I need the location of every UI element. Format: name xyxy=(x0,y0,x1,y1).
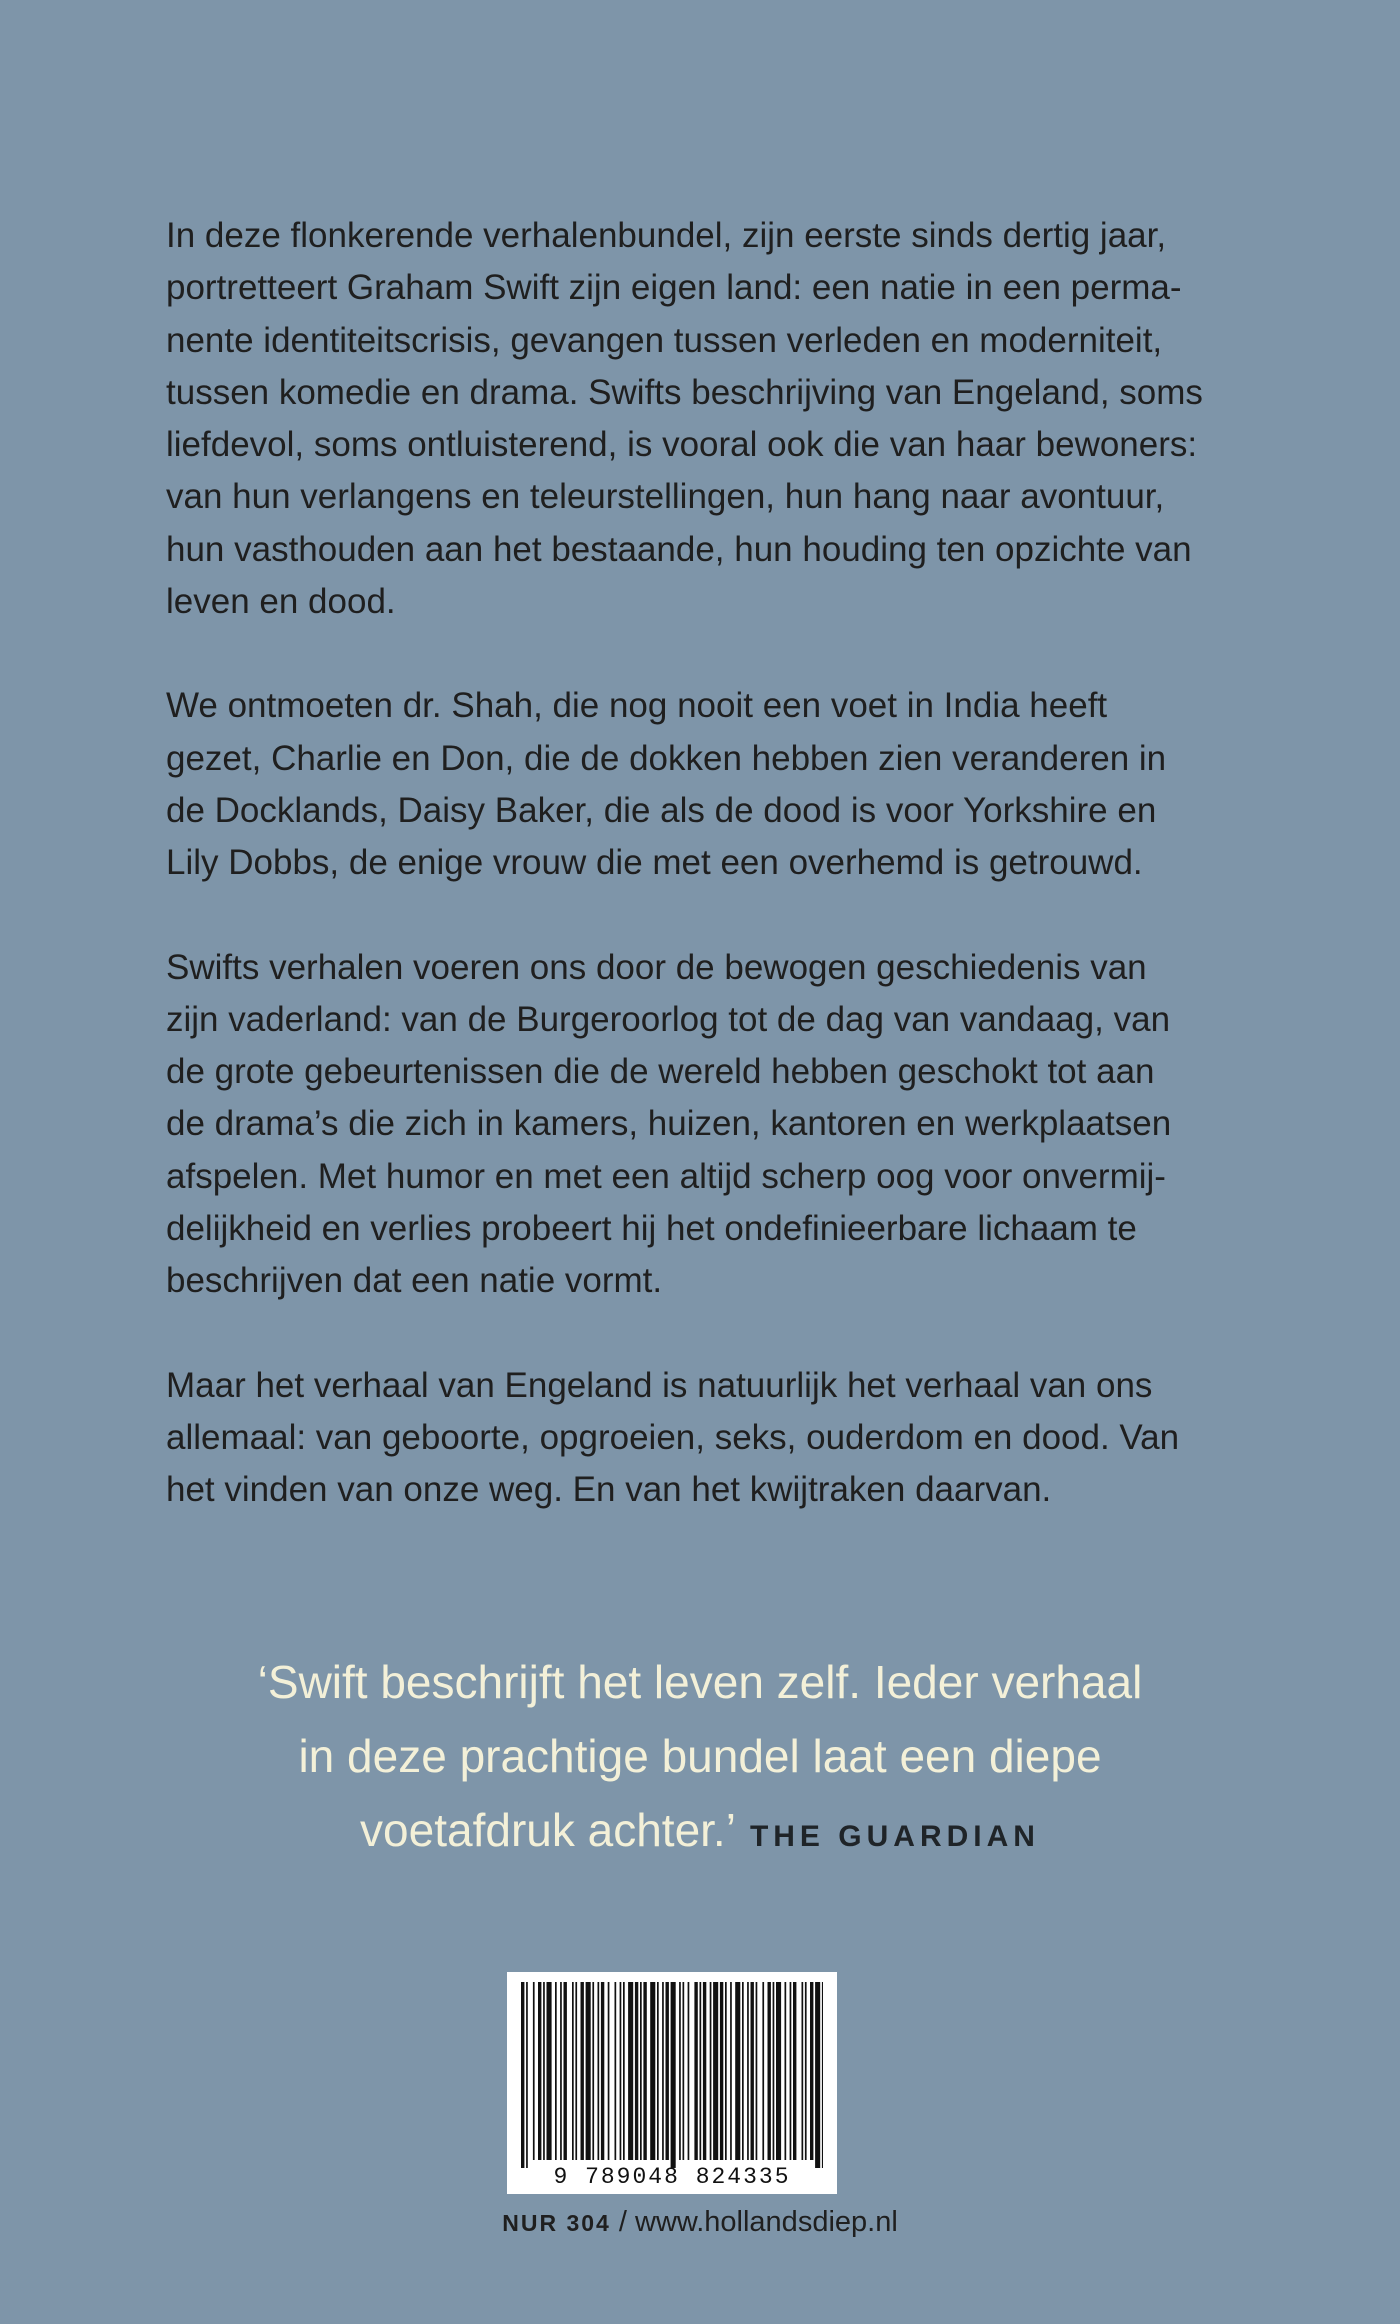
blurb-line: portretteert Graham Swift zijn eigen land: een natie in een perma- xyxy=(166,268,1182,308)
barcode-bar xyxy=(679,1982,681,2160)
barcode-bar xyxy=(581,1982,584,2160)
barcode-bar xyxy=(742,1982,744,2160)
barcode-bar xyxy=(521,1982,524,2168)
quote-line-last xyxy=(0,1793,1400,1874)
blurb-line: liefdevol, soms ontluisterend, is vooral ook die van haar bewoners: xyxy=(166,425,1198,465)
barcode-bar xyxy=(747,1982,749,2160)
barcode-bar xyxy=(805,1982,807,2160)
blurb-line: leven en dood. xyxy=(166,582,396,622)
barcode-bar xyxy=(538,1982,541,2160)
blurb-line: de drama’s die zich in kamers, huizen, kantoren en werkplaatsen xyxy=(166,1104,1172,1144)
barcode-bar xyxy=(572,1982,574,2160)
barcode-bar xyxy=(547,1982,552,2160)
barcode-bar xyxy=(601,1982,604,2160)
blurb-line: van hun verlangens en teleurstellingen, hun hang naar avontuur, xyxy=(166,477,1165,517)
blurb-line: nente identiteitscrisis, gevangen tussen verleden en moderniteit, xyxy=(166,320,1163,360)
barcode-bar xyxy=(564,1982,567,2160)
blurb-paragraph-4 xyxy=(166,1360,1286,1517)
barcode-bar xyxy=(543,1982,545,2160)
footer-separator: / xyxy=(610,2206,635,2238)
barcode-bar xyxy=(657,1982,659,2160)
barcode-bar xyxy=(703,1982,706,2160)
blurb-line: afspelen. Met humor en met een altijd scherp oog voor onvermij- xyxy=(166,1156,1166,1196)
barcode-bar xyxy=(756,1982,758,2160)
blurb-line: zijn vaderland: van de Burgeroorlog tot de dag van vandaag, van xyxy=(166,999,1171,1039)
barcode-bar xyxy=(790,1982,792,2160)
blurb-line: delijkheid en verlies probeert hij het ondefinieerbare lichaam te xyxy=(166,1209,1137,1249)
barcode-bar xyxy=(822,1982,823,2168)
quote-source: THE GUARDIAN xyxy=(749,1820,1040,1853)
barcode-bar xyxy=(751,1982,754,2160)
barcode-bar xyxy=(643,1982,646,2160)
barcode-bar xyxy=(776,1982,781,2160)
blurb-paragraph-3 xyxy=(166,942,1286,1308)
blurb-line: Lily Dobbs, de enige vrouw die met een overhemd is getrouwd. xyxy=(166,843,1143,883)
barcode-bar xyxy=(671,1982,676,2168)
barcode-digits: 9 789048 824335 xyxy=(553,2164,791,2190)
barcode-bars xyxy=(507,1972,837,2194)
nur-code: NUR 304 xyxy=(502,2210,611,2236)
barcode-bar xyxy=(713,1982,718,2160)
blurb-line: In deze flonkerende verhalenbundel, zijn eerste sinds dertig jaar, xyxy=(166,216,1167,255)
blurb-text xyxy=(166,210,1286,1569)
barcode-bar xyxy=(635,1982,638,2160)
isbn-barcode xyxy=(507,1972,837,2194)
blurb-line: allemaal: van geboorte, opgroeien, seks, ouderdom en dood. Van xyxy=(166,1417,1180,1457)
barcode-bar xyxy=(762,1982,764,2160)
barcode-bar xyxy=(628,1982,633,2160)
barcode-bar xyxy=(802,1982,804,2160)
blurb-line: Maar het verhaal van Engeland is natuurlijk het verhaal van ons xyxy=(166,1365,1153,1405)
barcode-bar xyxy=(683,1982,685,2160)
barcode-bar xyxy=(555,1982,557,2160)
blurb-paragraph-1 xyxy=(166,210,1286,628)
barcode-bar xyxy=(650,1982,655,2160)
barcode-bar xyxy=(615,1982,617,2160)
barcode-bar xyxy=(598,1982,600,2160)
barcode-bar xyxy=(560,1982,562,2160)
barcode-bar xyxy=(623,1982,625,2160)
quote-line: voetafdruk achter.’ xyxy=(360,1804,736,1856)
barcode-bar xyxy=(785,1982,787,2160)
barcode-bar xyxy=(640,1982,642,2160)
barcode-bar xyxy=(700,1982,702,2160)
barcode-bar xyxy=(735,1982,740,2160)
barcode-bar xyxy=(526,1982,528,2168)
barcode-bar xyxy=(608,1982,610,2160)
blurb-line: de grote gebeurtenissen die de wereld hebben geschokt tot aan xyxy=(166,1052,1155,1092)
barcode-bar xyxy=(773,1982,775,2160)
barcode-bar xyxy=(586,1982,591,2160)
publisher-url[interactable]: www.hollandsdiep.nl xyxy=(635,2206,898,2238)
barcode-bar xyxy=(768,1982,771,2160)
barcode-bar xyxy=(533,1982,535,2160)
blurb-line: We ontmoeten dr. Shah, die nog nooit een voet in India heeft xyxy=(166,686,1108,726)
blurb-paragraph-2 xyxy=(166,680,1286,889)
blurb-line: Swifts verhalen voeren ons door de bewogen geschiedenis van xyxy=(166,947,1147,987)
barcode-bar xyxy=(793,1982,796,2160)
barcode-bar xyxy=(730,1982,732,2160)
review-quote xyxy=(0,1645,1400,1874)
barcode-bar xyxy=(620,1982,622,2160)
barcode-bar xyxy=(694,1982,697,2160)
footer xyxy=(0,2202,1400,2243)
blurb-line: de Docklands, Daisy Baker, die als de dood is voor Yorkshire en xyxy=(166,790,1157,830)
barcode-bar xyxy=(720,1982,723,2160)
barcode-bar xyxy=(666,1982,669,2160)
blurb-line: het vinden van onze weg. En van het kwijtraken daarvan. xyxy=(166,1470,1052,1510)
barcode-bar xyxy=(725,1982,727,2160)
barcode-bar xyxy=(662,1982,664,2160)
quote-line: ‘Swift beschrijft het leven zelf. Ieder verhaal xyxy=(257,1656,1143,1708)
blurb-line: gezet, Charlie en Don, die de dokken hebben zien veranderen in xyxy=(166,738,1167,778)
barcode-bar xyxy=(592,1982,594,2160)
barcode-bar xyxy=(815,1982,820,2168)
barcode-bar xyxy=(575,1982,577,2160)
barcode-bar xyxy=(810,1982,813,2160)
barcode-bar xyxy=(710,1982,712,2160)
blurb-line: hun vasthouden aan het bestaande, hun houding ten opzichte van xyxy=(166,529,1192,569)
barcode-bar xyxy=(688,1982,690,2160)
blurb-line: tussen komedie en drama. Swifts beschrijving van Engeland, soms xyxy=(166,372,1203,412)
quote-line: in deze prachtige bundel laat een diepe xyxy=(298,1730,1102,1782)
blurb-line: beschrijven dat een natie vormt. xyxy=(166,1261,663,1301)
